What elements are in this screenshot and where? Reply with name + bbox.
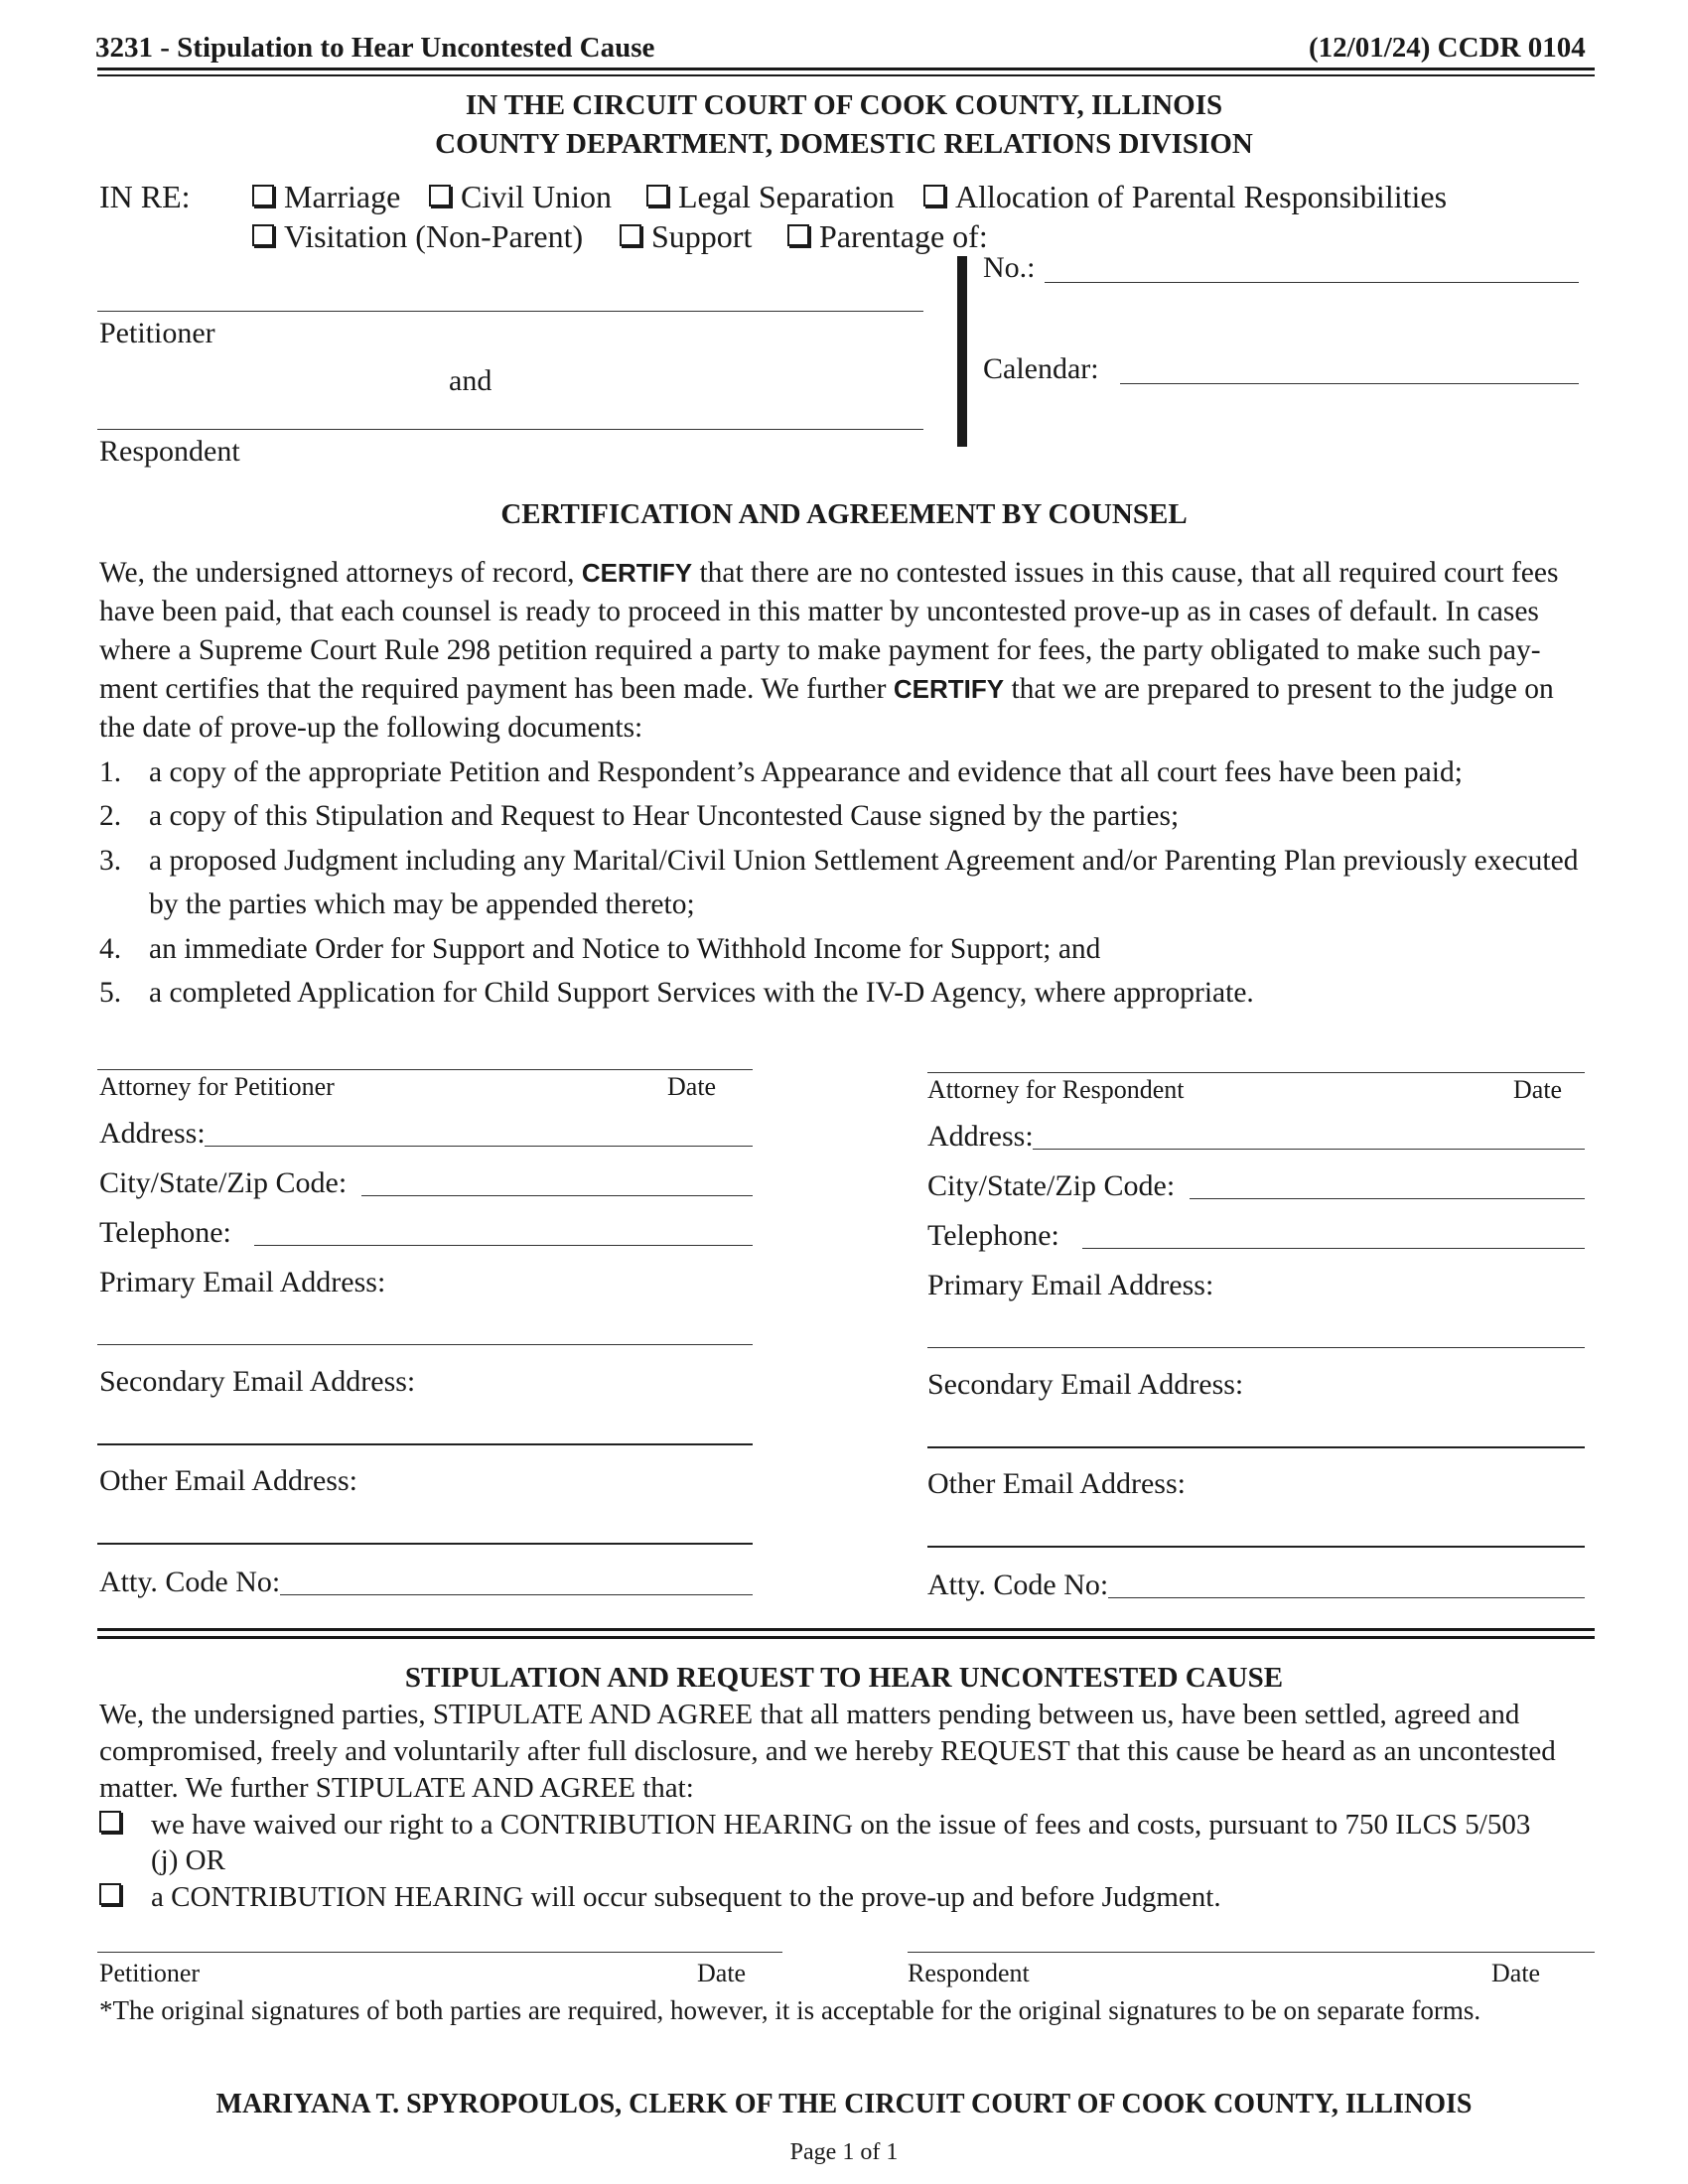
respondent-phone-line[interactable] — [1082, 1248, 1585, 1249]
checkbox-icon[interactable] — [429, 185, 451, 206]
case-type-visitation[interactable]: Visitation (Non-Parent) — [252, 218, 583, 254]
respondent-signature-line[interactable] — [908, 1952, 1595, 1953]
respondent-primary-email-line[interactable] — [927, 1347, 1585, 1348]
checkbox-icon[interactable] — [923, 185, 945, 206]
page-number: Page 1 of 1 — [789, 2139, 899, 2165]
respondent-label: Respondent — [99, 435, 240, 468]
case-type-civil-union[interactable]: Civil Union — [429, 179, 612, 214]
petitioner-label: Petitioner — [99, 317, 215, 349]
case-type-support[interactable]: Support — [620, 218, 752, 254]
petitioner-primary-email-line[interactable] — [97, 1344, 753, 1345]
petitioner-signature-line[interactable] — [97, 1952, 782, 1953]
petitioner-attorney-label: Attorney for Petitioner — [99, 1072, 335, 1101]
petitioner-signature-date-label: Date — [697, 1959, 747, 1987]
case-type-parentage[interactable]: Parentage of: — [787, 218, 988, 254]
petitioner-secondary-email-line[interactable] — [97, 1443, 753, 1445]
case-type-legal-separation[interactable]: Legal Separation — [646, 179, 895, 214]
form-title: 3231 - Stipulation to Hear Uncontested Cause — [95, 32, 655, 64]
waiver-option-continued: (j) OR — [151, 1844, 225, 1876]
respondent-attorney-date-label: Date — [1513, 1075, 1563, 1104]
certification-heading: CERTIFICATION AND AGREEMENT BY COUNSEL — [500, 498, 1188, 530]
in-re-label: IN RE: — [99, 179, 191, 214]
checkbox-icon[interactable] — [252, 224, 274, 246]
petitioner-name-line[interactable] — [97, 311, 923, 312]
respondent-signature-label: Respondent — [908, 1959, 1030, 1987]
waiver-option[interactable]: we have waived our right to a CONTRIBUTION HEARING on the issue of fees and costs, pursuant to 750 ILCS 5/503 — [99, 1807, 1530, 1843]
case-number-label: No.: — [983, 251, 1036, 284]
stipulation-heading: STIPULATION AND REQUEST TO HEAR UNCONTESTED CAUSE — [404, 1662, 1284, 1694]
petitioner-city-label: City/State/Zip Code: — [99, 1166, 348, 1199]
checkbox-icon[interactable] — [99, 1883, 121, 1905]
respondent-primary-email-label: Primary Email Address: — [927, 1269, 1214, 1301]
form-code: (12/01/24) CCDR 0104 — [1309, 32, 1586, 64]
respondent-city-label: City/State/Zip Code: — [927, 1169, 1176, 1202]
section-rule — [97, 1628, 1595, 1631]
petitioner-phone-label: Telephone: — [99, 1216, 231, 1249]
respondent-atty-code-line[interactable] — [1108, 1597, 1585, 1598]
caption-divider — [957, 256, 967, 447]
case-number-line[interactable] — [1045, 282, 1579, 283]
list-item: 4. an immediate Order for Support and Notice to Withhold Income for Support; and — [99, 933, 1101, 965]
petitioner-city-line[interactable] — [361, 1195, 753, 1196]
respondent-secondary-email-label: Secondary Email Address: — [927, 1368, 1244, 1401]
petitioner-address-line[interactable] — [205, 1146, 753, 1147]
petitioner-other-email-line[interactable] — [97, 1543, 753, 1545]
checkbox-icon[interactable] — [620, 224, 641, 246]
court-line-1: IN THE CIRCUIT COURT OF COOK COUNTY, ILLINOIS — [465, 89, 1223, 121]
petitioner-attorney-date-label: Date — [667, 1072, 717, 1101]
respondent-other-email-label: Other Email Address: — [927, 1467, 1186, 1500]
petitioner-atty-code-label: Atty. Code No: — [99, 1566, 281, 1598]
section-rule-2 — [97, 1636, 1595, 1639]
respondent-signature-date-label: Date — [1491, 1959, 1541, 1987]
header-rule-thin — [97, 74, 1595, 76]
list-item: by the parties which may be appended thereto; — [149, 888, 695, 920]
calendar-label: Calendar: — [983, 352, 1099, 385]
stipulation-paragraph: We, the undersigned parties, STIPULATE AND AGREE that all matters pending between us, have been settled, agreed and compromised, freely and voluntarily after full disclosure, and we hereby REQUEST that this cause be heard as an uncontested matter. We further STIPULATE AND AGREE that: — [99, 1699, 1556, 1804]
respondent-other-email-line[interactable] — [927, 1546, 1585, 1548]
respondent-phone-label: Telephone: — [927, 1219, 1059, 1252]
petitioner-other-email-label: Other Email Address: — [99, 1464, 357, 1497]
case-type-allocation[interactable]: Allocation of Parental Responsibilities — [923, 179, 1447, 214]
calendar-line[interactable] — [1120, 383, 1579, 384]
list-item: 3. a proposed Judgment including any Marital/Civil Union Settlement Agreement and/or Parenting Plan previously executed — [99, 845, 1579, 877]
list-item: 5. a completed Application for Child Support Services with the IV-D Agency, where appropriate. — [99, 977, 1254, 1009]
list-item: 2. a copy of this Stipulation and Request to Hear Uncontested Cause signed by the parties; — [99, 800, 1180, 832]
checkbox-icon[interactable] — [787, 224, 809, 246]
checkbox-icon[interactable] — [646, 185, 668, 206]
and-label: and — [449, 364, 492, 397]
respondent-secondary-email-line[interactable] — [927, 1446, 1585, 1448]
respondent-attorney-label: Attorney for Respondent — [927, 1075, 1185, 1104]
court-line-2: COUNTY DEPARTMENT, DOMESTIC RELATIONS DIVISION — [435, 128, 1253, 160]
case-type-marriage[interactable]: Marriage — [252, 179, 400, 214]
petitioner-address-label: Address: — [99, 1117, 206, 1150]
petitioner-signature-label: Petitioner — [99, 1959, 201, 1987]
clerk-name: MARIYANA T. SPYROPOULOS, CLERK OF THE CIRCUIT COURT OF COOK COUNTY, ILLINOIS — [215, 2089, 1473, 2119]
petitioner-phone-line[interactable] — [254, 1245, 753, 1246]
list-item: 1. a copy of the appropriate Petition and Respondent’s Appearance and evidence that all court fees have been paid; — [99, 756, 1463, 788]
petitioner-primary-email-label: Primary Email Address: — [99, 1266, 386, 1298]
respondent-atty-code-label: Atty. Code No: — [927, 1569, 1109, 1601]
petitioner-atty-code-line[interactable] — [280, 1594, 753, 1595]
checkbox-icon[interactable] — [99, 1811, 121, 1833]
checkbox-icon[interactable] — [252, 185, 274, 206]
hearing-option[interactable]: a CONTRIBUTION HEARING will occur subsequent to the prove-up and before Judgment. — [99, 1879, 1221, 1915]
certification-paragraph: We, the undersigned attorneys of record, CERTIFY that there are no contested issues in this cause, that all required court fees have been paid, that each counsel is ready to proceed in this matter by uncontested prove-up as in cases of default. In cases where a Supreme Court Rule 298 petition required a party to make payment for fees, the party obligated to make such pay-ment certifies that the required payment has been made. We further CERTIFY that we are prepared to present to the judge on the date of prove-up the following documents: — [99, 557, 1559, 744]
respondent-address-label: Address: — [927, 1120, 1034, 1153]
petitioner-secondary-email-label: Secondary Email Address: — [99, 1365, 416, 1398]
respondent-name-line[interactable] — [97, 429, 923, 430]
respondent-address-line[interactable] — [1033, 1149, 1585, 1150]
signature-note: *The original signatures of both parties are required, however, it is acceptable for the original signatures to be on separate forms. — [99, 1995, 1481, 2025]
respondent-city-line[interactable] — [1190, 1198, 1585, 1199]
header-rule — [97, 68, 1595, 70]
